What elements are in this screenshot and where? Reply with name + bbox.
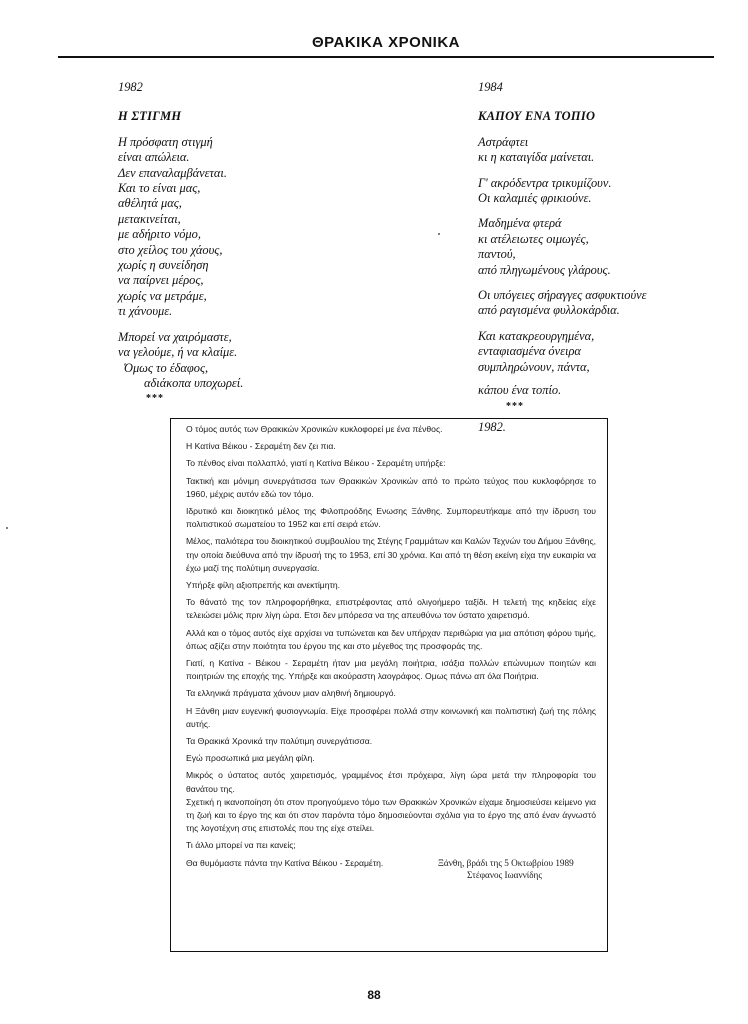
obituary-paragraph: Γιατί, η Κατίνα - Βέικου - Σεραμέτη ήταν μια μεγάλη ποιήτρια, ισάξια πολλών επώνυμων ποιητών και ποιητριών της εποχής της. Υπήρξε και ακούραστη λαογράφος. Ομως πάνω απ όλα Ποιήτρια. xyxy=(186,658,596,682)
obituary-paragraph: Ο τόμος αυτός των Θρακικών Χρονικών κυκλοφορεί με ένα πένθος. xyxy=(186,424,443,434)
verse-line: συμπληρώνουν, πάντα, xyxy=(478,359,590,374)
obituary-paragraph: Εγώ προσωπικά μια μεγάλη φίλη. xyxy=(186,753,315,764)
verse-line: είναι απώλεια. xyxy=(118,150,190,165)
verse-line: Και κατακρεουργημένα, xyxy=(478,328,595,343)
verse-line: μετακινείται, xyxy=(118,211,181,226)
verse-line: Δεν επαναλαμβάνεται. xyxy=(118,165,227,180)
running-head-title: ΘΡΑΚΙΚΑ ΧΡΟΝΙΚΑ xyxy=(311,34,461,51)
poem-right-year: 1984 xyxy=(478,80,503,94)
obituary-paragraph: Αλλά και ο τόμος αυτός είχε αρχίσει να τυπώνεται και δεν υπήρχαν περιθώρια για μια απότιση φόρου τιμής, όπως αξίζει στην ποιότητα του έργου της και στο μέγεθος της προσφοράς της. xyxy=(186,627,596,651)
obituary-paragraph: Μικρός ο ύστατος αυτός χαιρετισμός, γραμμένος έτσι πρόχειρα, λίγη ώρα μετά την πληροφορία του θανάτου της. xyxy=(186,770,596,794)
header-rule xyxy=(58,56,714,58)
signer-name: Στέφανος Ιωαννίδης xyxy=(467,869,543,880)
verse-line: τι χάνουμε. xyxy=(118,304,173,319)
place-date: Ξάνθη, βράδι της 5 Οκτωβρίου 1989 xyxy=(438,857,574,868)
page-number: 88 xyxy=(367,988,381,1002)
verse-line: κι η καταιγίδα μαίνεται. xyxy=(478,150,595,165)
verse-line: Αστράφτει xyxy=(478,134,529,149)
poem-right-title: ΚΑΠΟΥ ΕΝΑ ΤΟΠΙΟ xyxy=(478,109,596,124)
obituary-paragraphs xyxy=(186,423,596,853)
obituary-paragraph: Σχετική η ικανοποίηση ότι στον προηγούμενο τόμο των Θρακικών Χρονικών είχαμε δημοσιεύσει κείμενο για τη ζωή και το έργο της και ότι στον παρόντα τόμο δημοσιεύονται σχόλια για το έργο της από έναν άγνωστό της λογοτέχνη στις επιστολές που της είχε στείλει. xyxy=(186,796,596,834)
poem-left-year: 1982 xyxy=(118,80,143,94)
obituary-paragraph: Υπήρξε φίλη αξιοπρεπής και ανεκτίμητη. xyxy=(186,580,341,591)
verse-line: παντού, xyxy=(478,247,516,262)
poem-right-stanza-1 xyxy=(478,135,708,166)
verse-line: Μαδημένα φτερά xyxy=(478,216,562,231)
obituary-text xyxy=(186,423,596,883)
obituary-paragraph: Το πένθος είναι πολλαπλό, γιατί η Κατίνα Βέικου - Σεραμέτη υπήρξε: xyxy=(186,458,446,469)
verse-line: Και το είναι μας, xyxy=(118,181,201,196)
obituary-paragraph: Τακτική και μόνιμη συνεργάτισσα των Θρακικών Χρονικών από το πρώτο τεύχος που κυκλοφόρησε το 1960, μέχρις αυτόν εδώ τον τόμο. xyxy=(186,475,596,499)
poem-left-title: Η ΣΤΙΓΜΗ xyxy=(118,109,182,124)
poem-right-date: 1982. xyxy=(478,419,506,434)
poem-right-stanza-2 xyxy=(478,176,708,207)
obituary-paragraph: Μέλος, παλιότερα του διοικητικού συμβουλίου της Στέγης Γραμμάτων και Καλών Τεχνών του Δήμου Ξάνθης, την οποία διεύθυνα από την ίδρυσή της το 1953, επί 30 χρόνια. Και από τη θέση εκείνη είχα την ευκαιρία να έχω μαζί της πολύτιμη συνεργασία. xyxy=(186,536,596,573)
closing-line: Θα θυμόμαστε πάντα την Κατίνα Βέικου - Σεραμέτη. xyxy=(186,857,384,868)
obituary-paragraph: Η Ξάνθη μιαν ευγενική φυσιογνωμία. Είχε προσφέρει πολλά στην κοινωνική και πολιτιστική ζωή της πόλης αυτής. xyxy=(186,705,596,729)
poem-left xyxy=(118,80,318,407)
verse-line: κι ατέλειωτες οιμωγές, xyxy=(478,231,589,246)
obituary-paragraph: Η Κατίνα Βέικου - Σεραμέτη δεν ζει πια. xyxy=(186,441,336,452)
obituary-paragraph: Το θάνατό της τον πληροφορήθηκα, επιστρέφοντας από ολιγοήμερο ταξίδι. Η τελετή της κηδείας είχε τελειώσει μόλις πριν λίγη ώρα. Ετσι δεν μπόρεσα να της απευθύνω τον ύστατο χαιρετισμό. xyxy=(186,597,596,621)
poem-left-stanza-2 xyxy=(118,330,318,407)
verse-line: Η πρόσφατη στιγμή xyxy=(118,134,213,149)
verse-line: στο χείλος του χάους, xyxy=(118,242,223,257)
poem-right-stanza-4 xyxy=(478,288,708,319)
verse-line: να παίρνει μέρος, xyxy=(118,273,204,288)
verse-line: ενταφιασμένα όνειρα xyxy=(478,344,581,359)
verse-line: κάπου ένα τοπίο. xyxy=(478,383,562,398)
obituary-paragraph: Τα ελληνικά πράγματα χάνουν μιαν αληθινή δημιουργό. xyxy=(186,688,396,699)
signature-row xyxy=(186,857,596,883)
verse-line: αδιάκοπα υποχωρεί. xyxy=(144,375,244,390)
verse-line: χωρίς να μετράμε, xyxy=(118,288,207,303)
asterism: *** xyxy=(506,400,524,412)
poem-right-stanza-5 xyxy=(478,329,708,375)
scan-speck xyxy=(438,233,440,235)
asterism: *** xyxy=(146,393,164,405)
scan-speck xyxy=(6,527,8,529)
verse-line: Όμως το έδαφος, xyxy=(124,360,209,375)
obituary-paragraph: Ιδρυτικό και διοικητικό μέλος της Φιλοπροόδης Ενωσης Ξάνθης. Συμπορευτήκαμε από την ίδρυση του πολιτιστικού σωματείου το 1952 και επί σειρά ετών. xyxy=(186,506,596,530)
verse-line: Οι υπόγειες σήραγγες ασφυκτιούνε xyxy=(478,288,647,303)
verse-line: αθέλητά μας, xyxy=(118,196,182,211)
verse-line: να γελούμε, ή να κλαίμε. xyxy=(118,345,238,360)
verse-line: από ραγισμένα φυλλοκάρδια. xyxy=(478,303,620,318)
verse-line: από πληγωμένους γλάρους. xyxy=(478,262,611,277)
obituary-paragraph: Τι άλλο μπορεί να πει κανείς; xyxy=(186,840,296,851)
poem-left-stanza-1 xyxy=(118,135,318,320)
verse-line: Οι καλαμιές φρικιούνε. xyxy=(478,191,592,206)
verse-line: χωρίς η συνείδηση xyxy=(118,258,209,273)
poem-right xyxy=(478,80,708,435)
verse-line: με αδήριτο νόμο, xyxy=(118,227,201,242)
obituary-paragraph: Τα Θρακικά Χρονικά την πολύτιμη συνεργάτισσα. xyxy=(186,736,373,747)
verse-line: Γ' ακρόδεντρα τρικυμίζουν. xyxy=(478,175,612,190)
poem-right-stanza-3 xyxy=(478,216,708,278)
verse-line: Μπορεί να χαιρόμαστε, xyxy=(118,329,232,344)
